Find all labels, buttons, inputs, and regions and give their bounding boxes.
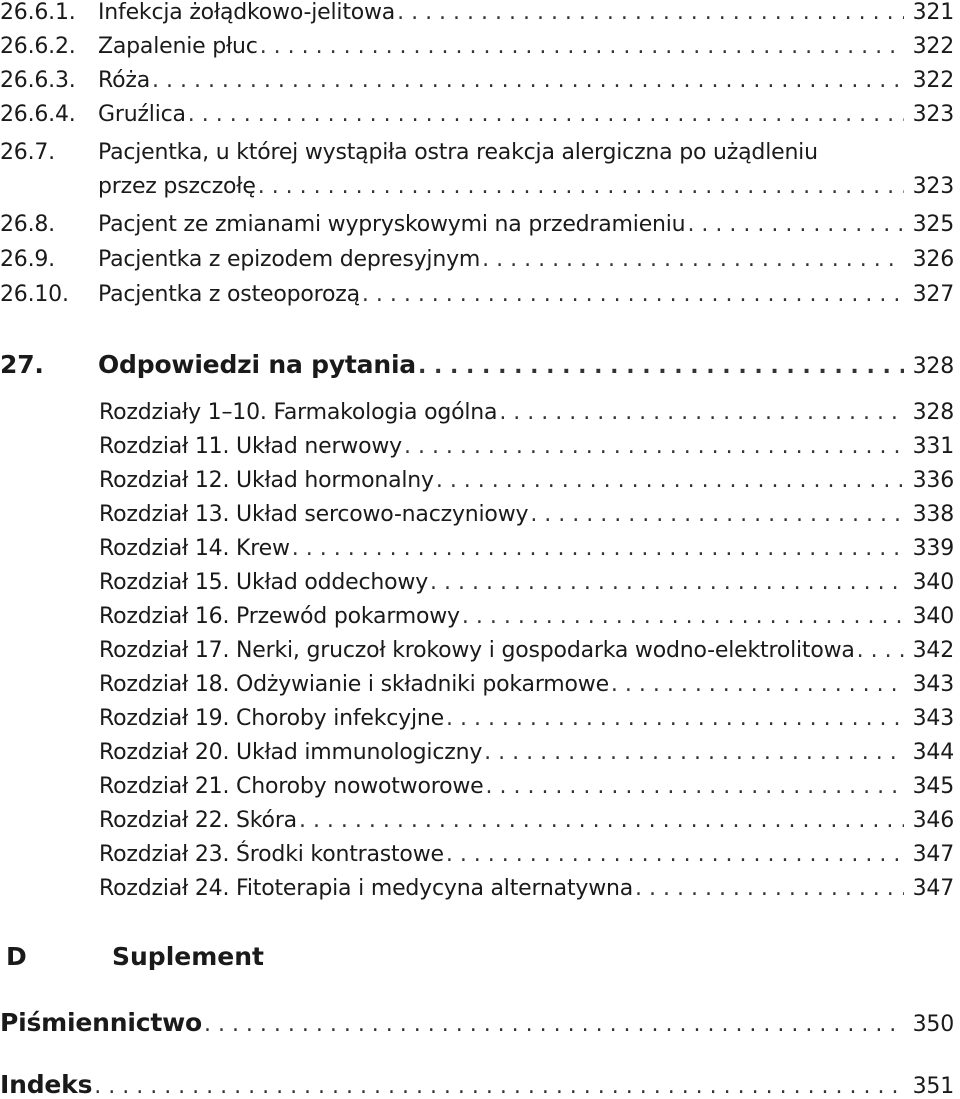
answer-entry[interactable]: [0, 672, 954, 706]
leader-dots: [611, 672, 904, 697]
leader-dots: [484, 740, 904, 765]
toc-entry[interactable]: [0, 282, 954, 316]
entry-number: 26.6.2.: [0, 34, 76, 59]
answer-entry[interactable]: [0, 468, 954, 502]
entry-number: 26.6.4.: [0, 102, 76, 127]
entry-page: 347: [912, 876, 954, 901]
leader-dots: [260, 34, 904, 59]
entry-page: 323: [912, 174, 954, 199]
entry-title: Gruźlica: [98, 102, 186, 127]
leader-dots: [446, 842, 904, 867]
toc-entry[interactable]: [0, 247, 954, 281]
answer-entry[interactable]: [0, 842, 954, 876]
entry-page: 340: [912, 604, 954, 629]
leader-dots: [430, 570, 904, 595]
entry-title-line1: Pacjentka, u której wystąpiła ostra reakcja alergiczna po użądleniu: [98, 140, 818, 165]
leader-dots: [687, 212, 904, 237]
entry-title: Zapalenie płuc: [98, 34, 258, 59]
answer-entry[interactable]: [0, 570, 954, 604]
bibliography-entry[interactable]: [0, 1008, 954, 1044]
entry-title: Rozdział 15. Układ oddechowy: [99, 570, 429, 595]
entry-number: 26.8.: [0, 212, 55, 237]
toc-entry[interactable]: [0, 34, 954, 68]
answer-entry[interactable]: [0, 740, 954, 774]
entry-page: 321: [912, 0, 954, 25]
entry-title: Rozdział 20. Układ immunologiczny: [99, 740, 483, 765]
entry-page: 342: [912, 638, 954, 663]
entry-title: Rozdział 22. Skóra: [99, 808, 297, 833]
leader-dots: [292, 536, 904, 561]
entry-page: 340: [912, 570, 954, 595]
leader-dots: [530, 502, 904, 527]
entry-number: 26.6.3.: [0, 68, 76, 93]
toc-entry[interactable]: [0, 212, 954, 246]
entry-title: Rozdział 13. Układ sercowo-naczyniowy: [99, 502, 529, 527]
leader-dots: [188, 102, 904, 127]
entry-page: 338: [912, 502, 954, 527]
chapter-entry[interactable]: [0, 350, 954, 388]
entry-page: 328: [912, 354, 954, 379]
leader-dots: [152, 68, 904, 93]
leader-dots: [857, 638, 904, 663]
leader-dots: [362, 282, 904, 307]
entry-page: 346: [912, 808, 954, 833]
leader-dots: [482, 247, 904, 272]
entry-page: 351: [912, 1074, 954, 1099]
answer-entry[interactable]: [0, 400, 954, 434]
entry-title: Pacjentka z osteoporozą: [98, 282, 360, 307]
entry-page: 328: [912, 400, 954, 425]
entry-page: 322: [912, 68, 954, 93]
entry-title: Róża: [98, 68, 150, 93]
leader-dots: [404, 434, 904, 459]
entry-page: 336: [912, 468, 954, 493]
part-heading[interactable]: [0, 942, 264, 971]
entry-title: Pacjentka z epizodem depresyjnym: [98, 247, 481, 272]
leader-dots: [486, 774, 905, 799]
entry-title-line2: przez pszczołę: [98, 174, 256, 199]
answer-entry[interactable]: [0, 876, 954, 910]
entry-title: Rozdział 17. Nerki, gruczoł krokowy i gospodarka wodno-elektrolitowa: [99, 638, 855, 663]
entry-title: Pacjent ze zmianami wypryskowymi na przedramieniu: [98, 212, 686, 237]
part-letter: D: [6, 942, 27, 971]
index-entry[interactable]: [0, 1070, 954, 1097]
answer-entry[interactable]: [0, 536, 954, 570]
leader-dots: [258, 174, 904, 199]
toc-entry[interactable]: [0, 68, 954, 102]
leader-dots: [446, 706, 904, 731]
leader-dots: [436, 468, 904, 493]
toc-entry-wrapped-cont[interactable]: [0, 174, 954, 208]
entry-title: Rozdział 14. Krew: [99, 536, 290, 561]
entry-title: Rozdział 12. Układ hormonalny: [99, 468, 434, 493]
leader-dots: [397, 0, 904, 25]
entry-title: Rozdział 11. Układ nerwowy: [99, 434, 402, 459]
entry-title: Rozdział 18. Odżywianie i składniki pokarmowe: [99, 672, 609, 697]
entry-page: 339: [912, 536, 954, 561]
entry-number: 26.6.1.: [0, 0, 76, 25]
entry-page: 350: [912, 1012, 954, 1037]
entry-page: 325: [912, 212, 954, 237]
entry-number: 26.9.: [0, 247, 55, 272]
entry-title: Rozdział 16. Przewód pokarmowy: [99, 604, 460, 629]
answer-entry[interactable]: [0, 774, 954, 808]
entry-title: Rozdział 21. Choroby nowotworowe: [99, 774, 484, 799]
entry-page: 322: [912, 34, 954, 59]
entry-page: 347: [912, 842, 954, 867]
answer-entry[interactable]: [0, 706, 954, 740]
leader-dots: [499, 400, 904, 425]
answer-entry[interactable]: [0, 604, 954, 638]
entry-title: Piśmiennictwo: [0, 1008, 202, 1037]
entry-page: 326: [912, 247, 954, 272]
entry-page: 323: [912, 102, 954, 127]
chapter-number: 27.: [0, 350, 44, 379]
entry-title: Rozdział 24. Fitoterapia i medycyna alternatywna: [99, 876, 634, 901]
toc-entry[interactable]: [0, 102, 954, 136]
leader-dots: [94, 1074, 904, 1099]
answer-entry[interactable]: [0, 808, 954, 842]
leader-dots: [299, 808, 904, 833]
answer-entry[interactable]: [0, 502, 954, 536]
entry-title: Infekcja żołądkowo-jelitowa: [98, 0, 396, 25]
entry-page: 344: [912, 740, 954, 765]
chapter-title: Odpowiedzi na pytania: [98, 350, 416, 379]
leader-dots: [635, 876, 904, 901]
entry-page: 343: [912, 706, 954, 731]
entry-page: 327: [912, 282, 954, 307]
part-title: Suplement: [112, 942, 264, 971]
toc-entry[interactable]: [0, 0, 954, 34]
answer-entry[interactable]: [0, 434, 954, 468]
entry-page: 331: [912, 434, 954, 459]
entry-page: 345: [912, 774, 954, 799]
entry-number: 26.10.: [0, 282, 69, 307]
leader-dots: [418, 354, 904, 379]
answer-entry[interactable]: [0, 638, 954, 672]
leader-dots: [462, 604, 904, 629]
entry-title: Rozdział 19. Choroby infekcyjne: [99, 706, 444, 731]
entry-number: 26.7.: [0, 140, 55, 165]
entry-title: Rozdziały 1–10. Farmakologia ogólna: [99, 400, 498, 425]
toc-entry-wrapped[interactable]: [0, 140, 954, 174]
leader-dots: [204, 1012, 904, 1037]
entry-title: Rozdział 23. Środki kontrastowe: [99, 842, 444, 867]
entry-title: Indeks: [0, 1070, 93, 1099]
entry-page: 343: [912, 672, 954, 697]
